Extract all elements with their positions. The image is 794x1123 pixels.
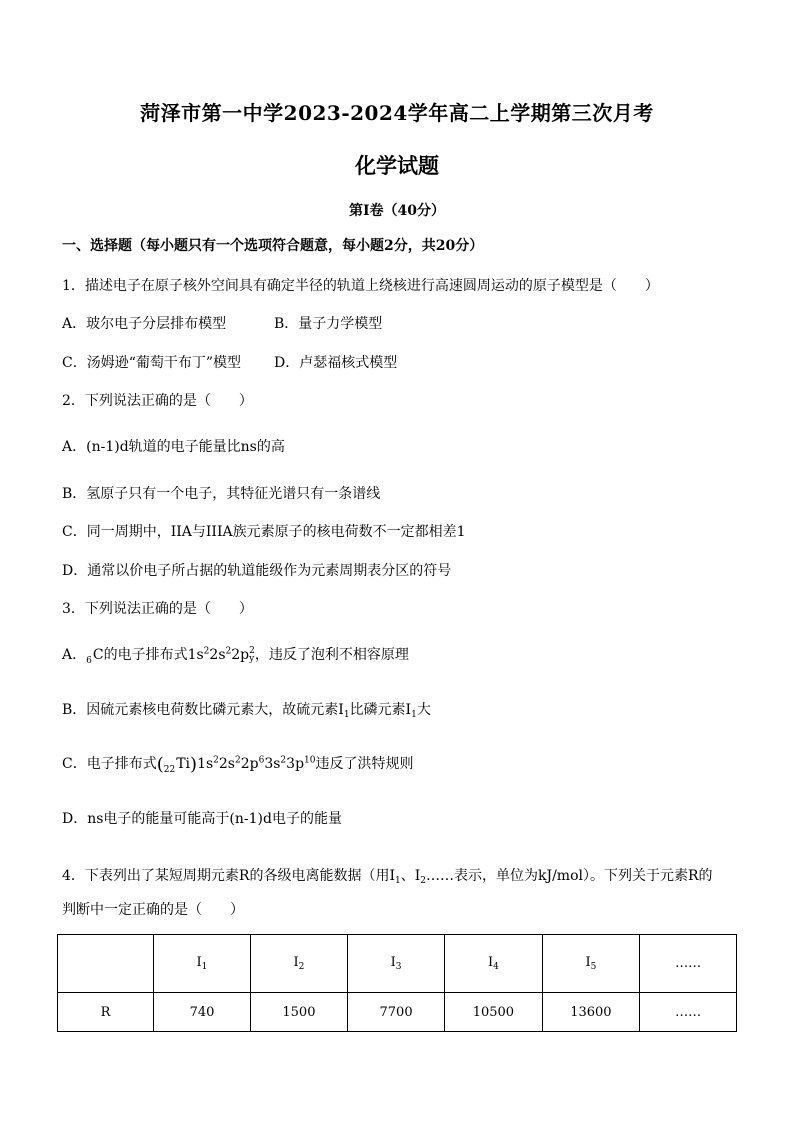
header-sub: 4	[493, 962, 499, 972]
part-label: 第I卷（40分）	[348, 203, 446, 219]
q2-stem: 2．下列说法正确的是（ ）	[62, 393, 253, 409]
q3-c-s5: 10	[304, 755, 316, 766]
header-i: I	[585, 955, 591, 970]
q3-c-2s: 2s	[218, 756, 235, 772]
q3-a-text: C的电子排布式1s	[92, 647, 204, 663]
q3-c-ti: Ti	[176, 756, 191, 772]
table-cell: 1500	[250, 993, 347, 1032]
q3-c-1s: 1s	[197, 756, 214, 772]
q3-a-py-sub: y	[249, 654, 255, 664]
q3-a-label: A．	[62, 647, 87, 663]
header-i: I	[390, 955, 396, 970]
q1-option-a: A．玻尔电子分层排布模型	[62, 316, 227, 332]
q3-a-sup1: 2	[203, 646, 210, 657]
q3-a-tail: ，违反了泡利不相容原理	[254, 647, 409, 663]
header-i: I	[487, 955, 494, 970]
q1-options-ab	[62, 314, 383, 334]
q3-b-tail: 大	[416, 702, 431, 718]
q3-a-2p: 2p	[231, 647, 250, 663]
q4-stem-sub2: 2	[420, 876, 426, 886]
table-cell: 7700	[348, 993, 445, 1032]
q3-c-close: )	[190, 754, 198, 775]
table-header-cell	[250, 935, 347, 993]
q4-stem-sub1: 1	[394, 876, 401, 886]
q3-option-b	[62, 700, 431, 725]
exam-title: 菏泽市第一中学2023-2024学年高二上学期第三次月考	[140, 101, 654, 125]
q3-c-s3: 6	[258, 755, 265, 766]
q3-a-atomic-number: 6	[86, 656, 92, 666]
table-header-cell	[445, 935, 543, 993]
table-cell: 13600	[542, 993, 640, 1032]
q3-option-d: D．ns电子的能量可能高于(n-1)d电子的能量	[62, 811, 342, 827]
q2-option-d: D．通常以价电子所占据的轨道能级作为元素周期表分区的符号	[62, 563, 452, 579]
section-heading: 一、选择题（每小题只有一个选项符合题意，每小题2分，共20分）	[62, 238, 484, 254]
q3-b-sub2: 1	[411, 710, 417, 720]
q3-a-2s: 2s	[209, 647, 226, 663]
table-row-label: R	[58, 993, 154, 1032]
q4-stem-mid: 、I	[400, 868, 421, 884]
q3-c-2p: 2p	[240, 756, 259, 772]
q4-stem	[62, 866, 713, 891]
header-i: I	[293, 955, 299, 970]
q4-stem-line2: 判断中一定正确的是（ ）	[62, 902, 244, 918]
header-sub: 1	[201, 962, 208, 972]
q2-option-a: A．(n-1)d轨道的电子能量比ns的高	[62, 439, 285, 455]
q3-a-sup2: 2	[225, 646, 232, 657]
subject-title: 化学试题	[355, 153, 439, 178]
q3-c-open: (	[156, 754, 164, 775]
table-header-cell	[348, 935, 445, 993]
q3-c-s2: 2	[234, 755, 241, 766]
q3-c-3p: 3p	[286, 756, 305, 772]
q3-option-c	[62, 754, 413, 780]
ionization-energy-table	[57, 934, 737, 1032]
table-header-cell	[542, 935, 640, 993]
q3-stem: 3．下列说法正确的是（ ）	[62, 601, 253, 617]
q1-option-c: C．汤姆逊“葡萄干布丁”模型	[62, 355, 242, 371]
q3-c-z: 22	[163, 765, 176, 775]
table-cell: 10500	[445, 993, 543, 1032]
q3-c-s1: 2	[213, 755, 219, 766]
q3-c-pre: C．电子排布式	[62, 756, 157, 772]
q1-options-cd	[62, 353, 398, 373]
header-sub: 3	[395, 962, 402, 972]
header-sub: 5	[590, 962, 597, 972]
q1-option-d: D．卢瑟福核式模型	[274, 355, 398, 371]
q1-option-b: B．量子力学模型	[274, 316, 383, 332]
q2-option-b: B．氢原子只有一个电子，其特征光谱只有一条谱线	[62, 486, 381, 502]
q3-option-a	[62, 645, 409, 671]
table-cell: 740	[154, 993, 251, 1032]
q3-a-py-sup: 2	[249, 646, 255, 656]
q3-c-3s: 3s	[264, 756, 281, 772]
q3-c-s4: 2	[280, 755, 287, 766]
q3-b-mid: 比磷元素I	[349, 702, 412, 718]
table-header-row	[58, 935, 737, 993]
q2-option-c: C．同一周期中，IIA与IIIA族元素原子的核电荷数不一定都相差1	[62, 524, 466, 540]
header-sub: 2	[298, 962, 305, 972]
q4-stem-pre: 4．下表列出了某短周期元素R的各级电离能数据（用I	[62, 868, 395, 884]
table-cell: ……	[640, 993, 737, 1032]
q3-b-pre: B．因硫元素核电荷数比磷元素大，故硫元素I	[62, 702, 344, 718]
table-header-cell	[154, 935, 251, 993]
table-header-cell: ……	[640, 935, 737, 993]
q3-c-tail: 违反了洪特规则	[315, 756, 414, 772]
header-i: I	[196, 955, 202, 970]
table-row	[58, 993, 737, 1032]
q4-stem-tail: ……表示，单位为kJ/mol）。下列关于元素R的	[425, 868, 713, 884]
q3-b-sub1: 1	[343, 710, 350, 720]
q1-stem: 1．描述电子在原子核外空间具有确定半径的轨道上绕核进行高速圆周运动的原子模型是（ ）	[62, 278, 659, 294]
table-corner-cell	[58, 935, 154, 993]
